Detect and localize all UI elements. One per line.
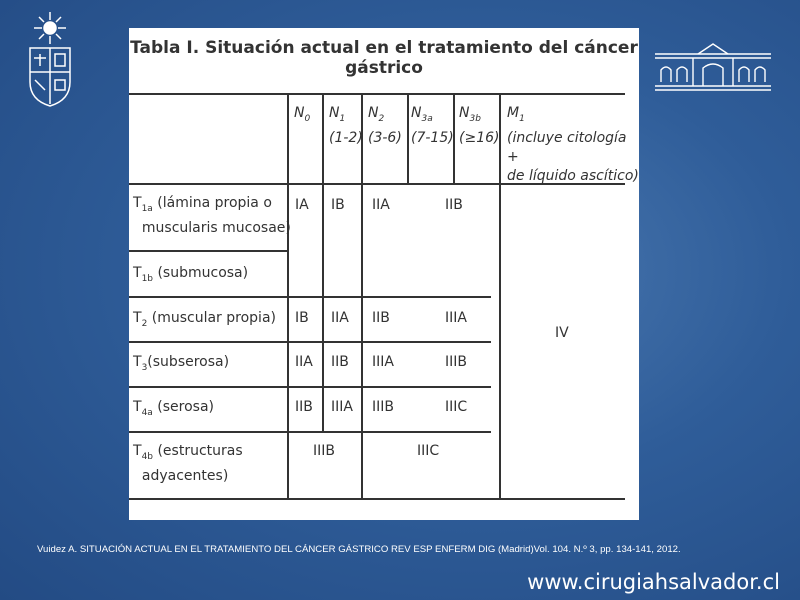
cell-t2-n2: IIB [372, 310, 390, 326]
header-top-line [129, 93, 625, 95]
cell-t4a-n3: IIIC [445, 399, 468, 415]
col-line-n0 [287, 93, 289, 498]
table-title [129, 38, 639, 78]
cell-t1-n0: IA [295, 197, 309, 213]
table-title-line1: Tabla I. Situación actual en el tratamiento del cáncer [130, 38, 638, 58]
row-line-t1b [129, 250, 287, 252]
header-n0: $N_0$ [294, 105, 311, 124]
row-label-t2: $T_2$ (muscular propia) [133, 310, 276, 329]
cell-t2-n0: IB [295, 310, 309, 326]
hospital-building-logo [653, 42, 773, 92]
cell-t1-n1: IB [331, 197, 345, 213]
cell-t1-n2: IIA [372, 197, 390, 213]
cell-m1: IV [555, 325, 569, 341]
row-line-t3 [129, 341, 491, 343]
row-label-t1a: $T_{1a}$ (lámina propia o muscularis mucosae) [133, 195, 291, 236]
cell-t4a-n1: IIIA [331, 399, 353, 415]
header-m1: $M_1$ (incluye citología + de líquido ascítico) [507, 105, 639, 184]
cell-t3-n3: IIIB [445, 354, 467, 370]
row-label-t3: $T_3(subserosa)$ [133, 354, 230, 373]
cell-t3-n2: IIIA [372, 354, 394, 370]
cell-t3-n0: IIA [295, 354, 313, 370]
citation-text: Vuidez A. SITUACIÓN ACTUAL EN EL TRATAMIENTO DEL CÁNCER GÁSTRICO REV ESP ENFERM DIG (Madrid)Vol. 104. N.º 3, pp. 134-141, 2012. [37, 544, 681, 555]
col-line-n2 [361, 93, 363, 498]
cell-t2-n3: IIIA [445, 310, 467, 326]
cell-t3-n1: IIB [331, 354, 349, 370]
header-n3a: $N_{3a}$ (7-15) [411, 105, 454, 146]
col-line-m1 [499, 93, 501, 498]
header-n1: $N_1$ (1-2) [329, 105, 363, 146]
university-crest-logo [20, 10, 80, 110]
col-line-n3a [407, 93, 409, 184]
website-url: www.cirugiahsalvador.cl [527, 570, 780, 594]
row-label-t1b: $T_{1b}$ (submucosa) [133, 265, 249, 284]
cell-t4b-n0n1: IIIB [313, 443, 335, 459]
cell-t4a-n2: IIIB [372, 399, 394, 415]
row-label-t4a: $T_{4a}$ (serosa) [133, 399, 214, 418]
row-line-t4b [129, 431, 491, 433]
col-line-n1-lower [322, 296, 324, 431]
table-bottom-line [129, 498, 625, 500]
staging-table [129, 28, 639, 520]
row-line-t2 [129, 296, 491, 298]
cell-t1-n3: IIB [445, 197, 463, 213]
row-line-t4a [129, 386, 491, 388]
cell-t2-n1: IIA [331, 310, 349, 326]
row-label-t4b: $T_{4b}$ (estructuras adyacentes) [133, 443, 243, 484]
col-line-n1 [322, 93, 324, 184]
col-line-n1-body [322, 183, 324, 296]
cell-t4a-n0: IIB [295, 399, 313, 415]
header-n3b: $N_{3b}$ (≥16) [459, 105, 500, 146]
header-n2: $N_2$ (3-6) [368, 105, 402, 146]
cell-t4b-n2n3: IIIC [417, 443, 440, 459]
table-title-line2: gástrico [345, 58, 423, 78]
